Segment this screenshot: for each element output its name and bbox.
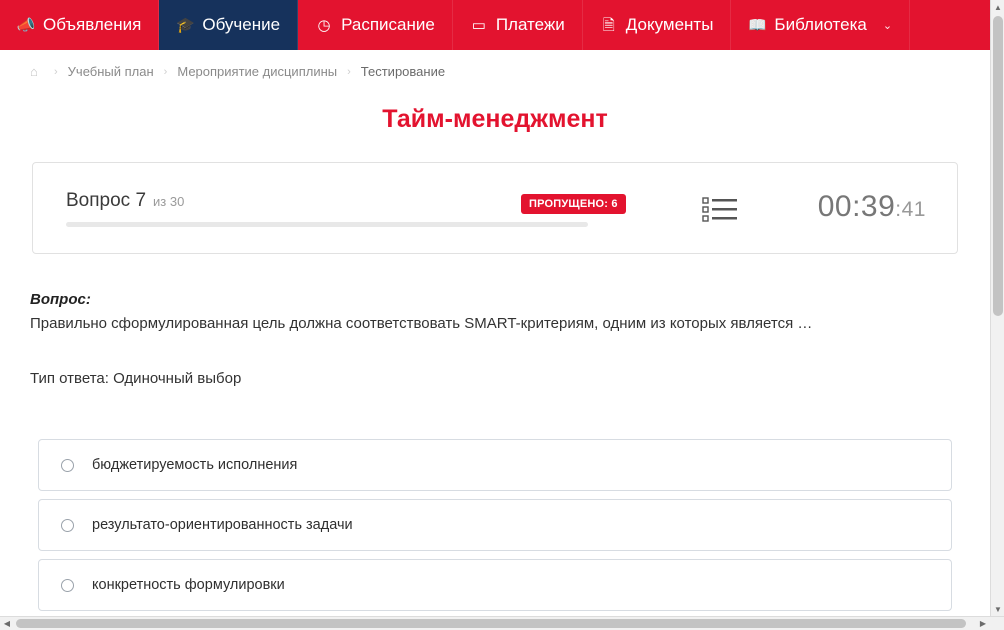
answer-type-label: Тип ответа: xyxy=(30,370,109,388)
horizontal-scrollbar-thumb[interactable] xyxy=(16,619,966,628)
timer-main: 00:39 xyxy=(817,190,896,223)
answer-option-label: результато-ориентированность задачи xyxy=(92,517,353,534)
horizontal-scrollbar[interactable] xyxy=(0,616,1004,630)
breadcrumb-separator: › xyxy=(163,65,168,78)
radio-button-icon[interactable] xyxy=(61,519,74,532)
question-number-label: Вопрос 7 xyxy=(66,189,147,211)
page-title: Тайм-менеджмент xyxy=(382,105,608,133)
answer-option[interactable] xyxy=(38,559,952,611)
answer-option-label: бюджетируемость исполнения xyxy=(92,457,298,474)
question-total-label: из 30 xyxy=(153,193,185,209)
answer-type-value: Одиночный выбор xyxy=(113,370,242,388)
nav-item-label: Объявления xyxy=(43,15,142,34)
main-navigation xyxy=(0,0,990,50)
scroll-right-arrow-icon[interactable]: ▶ xyxy=(979,619,987,628)
nav-item-library[interactable] xyxy=(731,0,910,50)
breadcrumb-separator: › xyxy=(347,65,351,78)
nav-spacer xyxy=(910,0,990,50)
answer-options xyxy=(38,439,952,611)
nav-item-training[interactable] xyxy=(159,0,298,50)
question-prompt-label: Вопрос: xyxy=(30,291,91,308)
home-icon[interactable]: ⌂ xyxy=(30,63,38,79)
question-text: Правильно сформулированная цель должна соответствовать SMART-критериям, одним из которых является … xyxy=(30,315,813,333)
question-body xyxy=(0,254,990,387)
megaphone-icon: 📣 xyxy=(16,16,36,34)
chevron-down-icon: ⌄ xyxy=(882,19,893,32)
timer-seconds-fraction: :41 xyxy=(895,198,926,221)
book-icon: 📖 xyxy=(748,16,767,34)
scroll-down-arrow-icon[interactable]: ▼ xyxy=(991,602,1004,616)
nav-item-label: Платежи xyxy=(495,15,565,34)
nav-item-schedule[interactable] xyxy=(298,0,453,50)
nav-item-label: Обучение xyxy=(202,15,281,34)
breadcrumb-item-testing: Тестирование xyxy=(360,64,446,79)
nav-item-documents[interactable] xyxy=(583,0,732,50)
skipped-badge: ПРОПУЩЕНО: 6 xyxy=(521,194,626,214)
nav-item-label: Библиотека xyxy=(774,15,867,34)
nav-item-payments[interactable] xyxy=(453,0,583,50)
progress-bar xyxy=(66,222,588,227)
countdown-timer xyxy=(818,190,926,224)
nav-item-label: Документы xyxy=(625,15,714,34)
question-progress-block xyxy=(33,190,593,227)
nav-item-announcements[interactable] xyxy=(0,0,159,50)
breadcrumb-separator: › xyxy=(54,65,58,78)
answer-option[interactable] xyxy=(38,499,952,551)
test-status-panel xyxy=(32,162,958,254)
vertical-scrollbar-thumb[interactable] xyxy=(993,16,1003,316)
graduation-cap-icon: 🎓 xyxy=(176,16,195,34)
answer-option[interactable] xyxy=(38,439,952,491)
answer-option-label: конкретность формулировки xyxy=(92,577,285,594)
question-list-icon[interactable] xyxy=(701,194,739,224)
radio-button-icon[interactable] xyxy=(61,579,74,592)
document-icon: 🗎 xyxy=(602,16,615,34)
breadcrumb xyxy=(0,50,990,87)
radio-button-icon[interactable] xyxy=(61,459,74,472)
clock-icon: ◷ xyxy=(317,16,331,34)
card-icon: ▭ xyxy=(471,16,486,34)
answer-type-row xyxy=(30,370,960,387)
vertical-scrollbar[interactable] xyxy=(990,0,1004,616)
breadcrumb-item-discipline-event[interactable]: Мероприятие дисциплины xyxy=(177,64,338,79)
question-prompt-label-row xyxy=(30,288,960,311)
scroll-up-arrow-icon[interactable]: ▲ xyxy=(991,0,1004,14)
question-counter xyxy=(66,190,593,212)
scroll-left-arrow-icon[interactable]: ◀ xyxy=(3,619,11,628)
breadcrumb-item-curriculum[interactable]: Учебный план xyxy=(67,64,154,79)
nav-item-label: Расписание xyxy=(341,15,435,34)
